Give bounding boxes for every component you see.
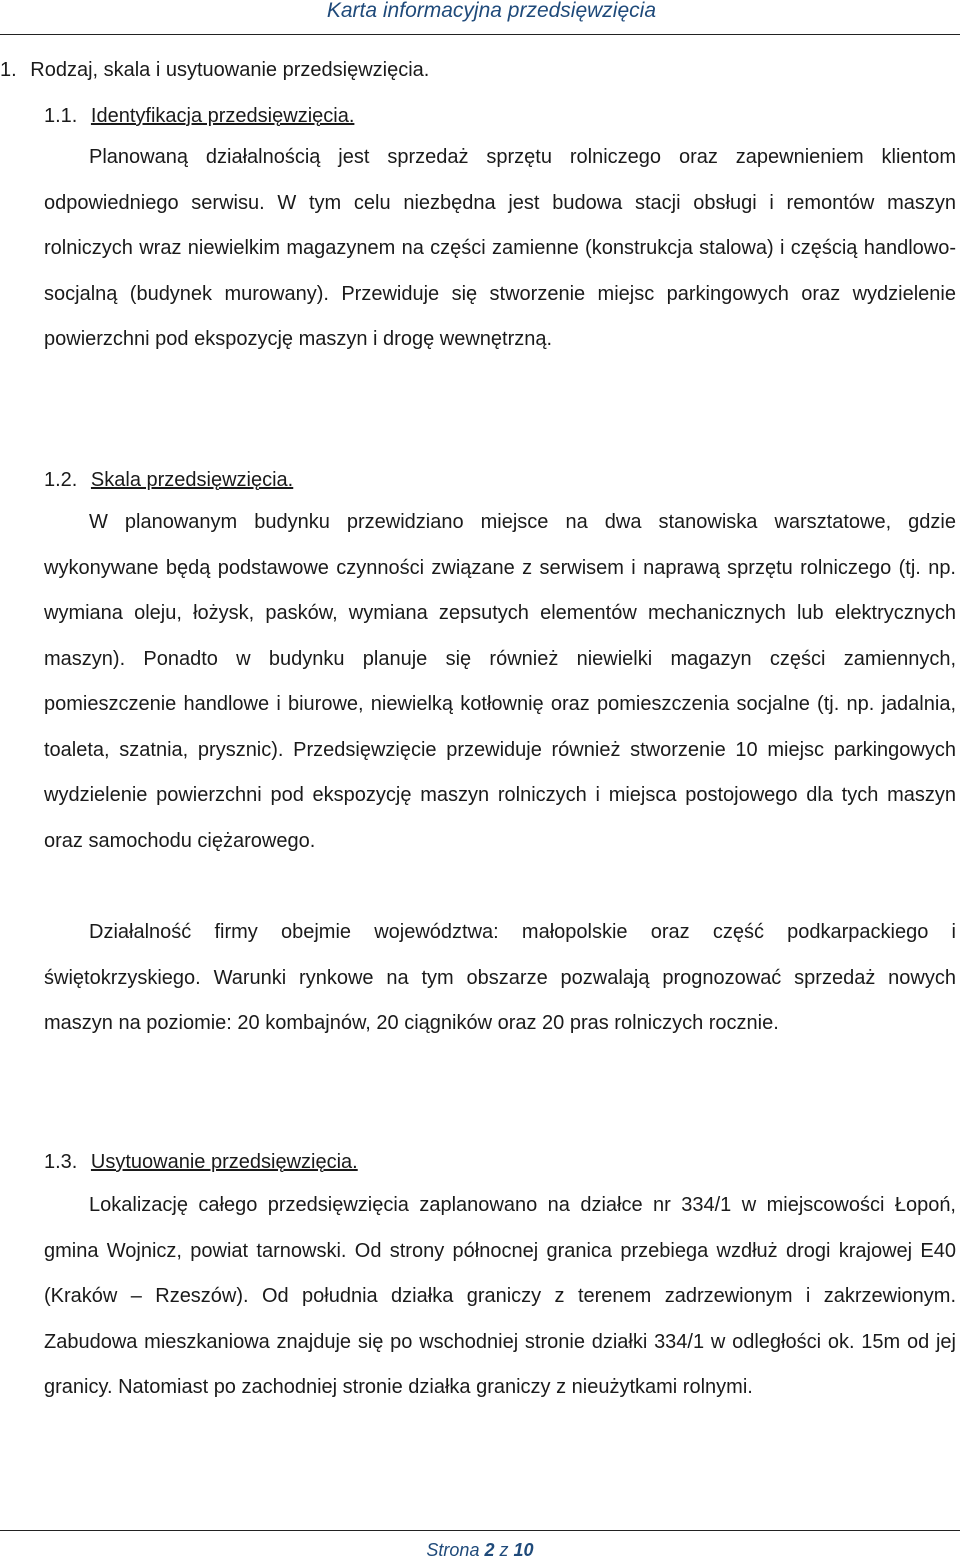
- section-1-heading: [0, 58, 429, 82]
- section-1-2-number: 1.2.: [44, 469, 78, 491]
- page-header-title: Karta informacyjna przedsięwzięcia: [326, 0, 656, 22]
- section-1-1-number: 1.1.: [44, 105, 78, 127]
- footer-divider: [0, 1530, 960, 1531]
- section-1-3-title: Usytuowanie przedsięwzięcia.: [90, 1151, 358, 1173]
- section-1-title: Rodzaj, skala i usytuowanie przedsięwzięcia.: [30, 59, 430, 81]
- section-1-2-heading: [44, 468, 293, 492]
- header-divider: [0, 34, 960, 35]
- section-1-3-heading: [44, 1150, 358, 1174]
- section-1-1-heading: [44, 104, 354, 128]
- page-footer: [0, 1540, 960, 1561]
- section-1-2-paragraph-2: Działalność firmy obejmie województwa: małopolskie oraz część podkarpackiego i świętokrzyskiego. Warunki rynkowe na tym obszarze pozwalają prognozować sprzedaż nowych maszyn na poziomie: 20 kombajnów, 20 ciągników oraz 20 pras rolniczych rocznie.: [44, 921, 956, 1034]
- footer-total-pages: 10: [513, 1540, 534, 1560]
- section-1-3-number: 1.3.: [44, 1151, 78, 1173]
- section-1-3-paragraph: Lokalizację całego przedsięwzięcia zaplanowano na działce nr 334/1 w miejscowości Łopoń, gmina Wojnicz, powiat tarnowski. Od strony północnej granica przebiega wzdłuż drogi krajowej E40 (Kraków – Rzeszów). Od południa działka graniczy z terenem zadrzewionym i zakrzewionym. Zabudowa mieszkaniowa znajduje się po wschodniej stronie działki 334/1 w odległości ok. 15m od jej granicy. Natomiast po zachodniej stronie działka graniczy z nieużytkami rolnymi.: [44, 1194, 956, 1398]
- footer-prefix: Strona: [426, 1540, 480, 1560]
- footer-separator: z: [499, 1540, 509, 1560]
- section-1-2-paragraph-1: W planowanym budynku przewidziano miejsce na dwa stanowiska warsztatowe, gdzie wykonywane będą podstawowe czynności związane z serwisem i naprawą sprzętu rolniczego (tj. np. wymiana oleju, łożysk, pasków, wymiana zepsutych elementów mechanicznych lub elektrycznych maszyn). Ponadto w budynku planuje się również niewielki magazyn części zamiennych, pomieszczenie handlowe i biurowe, niewielką kotłownię oraz pomieszczenia socjalne (tj. np. jadalnia, toaleta, szatnia, prysznic). Przedsięwzięcie przewiduje również stworzenie 10 miejsc parkingowych wydzielenie powierzchni pod ekspozycję maszyn rolniczych i miejsca postojowego dla tych maszyn oraz samochodu ciężarowego.: [44, 511, 956, 852]
- section-1-1-paragraph: Planowaną działalnością jest sprzedaż sprzętu rolniczego oraz zapewnieniem klientom odpowiedniego serwisu. W tym celu niezbędna jest budowa stacji obsługi i remontów maszyn rolniczych wraz niewielkim magazynem na części zamienne (konstrukcja stalowa) i częścią handlowo-socjalną (budynek murowany). Przewiduje się stworzenie miejsc parkingowych oraz wydzielenie powierzchni pod ekspozycję maszyn i drogę wewnętrzną.: [44, 146, 956, 350]
- section-1-1-title: Identyfikacja przedsięwzięcia.: [90, 105, 355, 127]
- section-1-2-title: Skala przedsięwzięcia.: [90, 469, 294, 491]
- section-1-number: 1.: [0, 59, 17, 81]
- footer-page-number: 2: [484, 1540, 495, 1560]
